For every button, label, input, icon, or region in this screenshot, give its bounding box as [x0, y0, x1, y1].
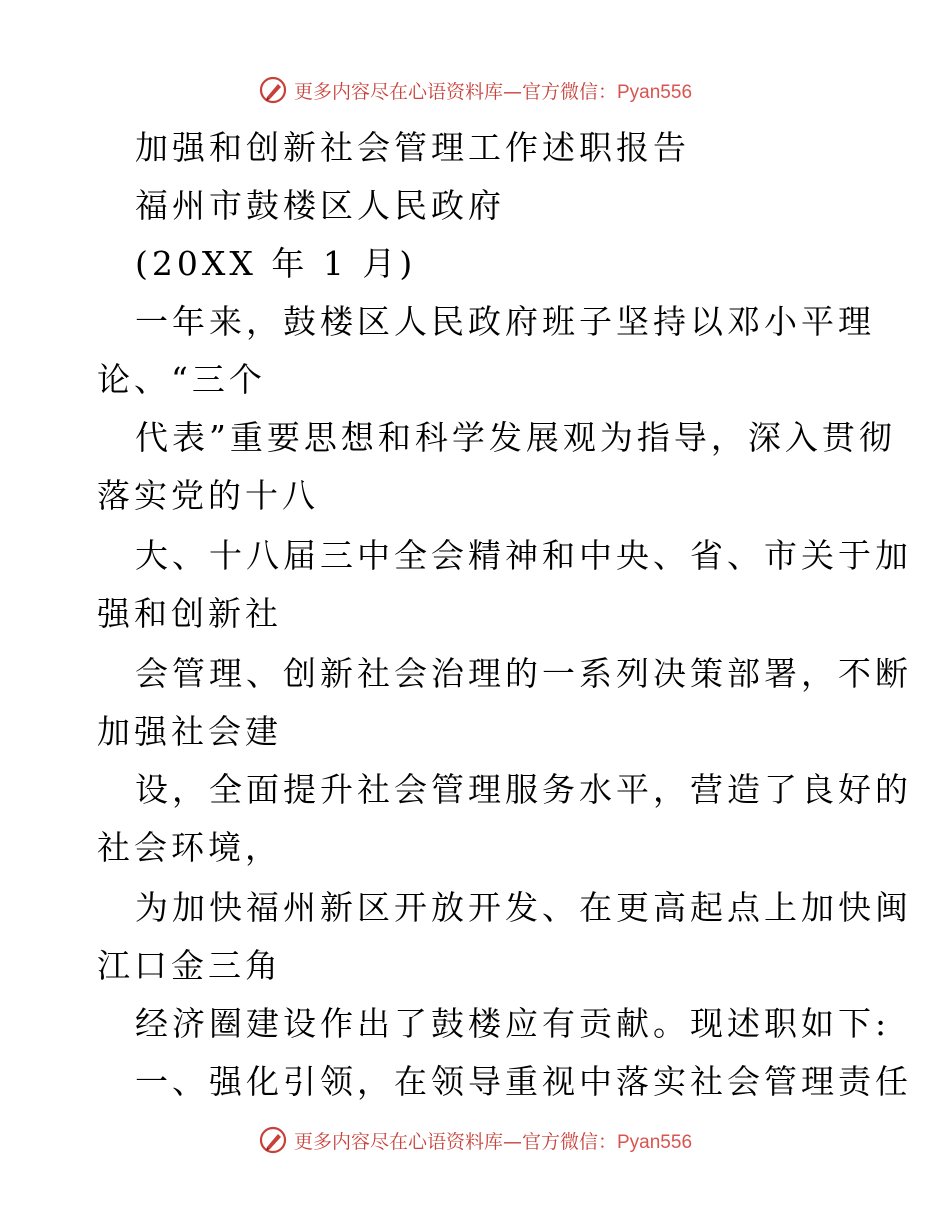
doc-subtitle: 福州市鼓楼区人民政府 — [135, 186, 505, 225]
pen-logo-icon — [258, 75, 288, 105]
body-line: 社会环境， — [97, 828, 282, 867]
watermark-id: Pyan556 — [617, 81, 693, 103]
doc-date: (20XX 年 1 月) — [135, 244, 417, 283]
body-line: 一年来，鼓楼区人民政府班子坚持以邓小平理 — [135, 302, 875, 341]
body-line: 大、十八届三中全会精神和中央、省、市关于加 — [135, 536, 912, 575]
watermark-footer — [0, 1120, 950, 1160]
watermark-dash: — — [502, 80, 522, 103]
section-heading: 一、强化引领，在领导重视中落实社会管理责任 — [135, 1062, 912, 1101]
body-line: 落实党的十八 — [97, 476, 319, 515]
watermark-sub: 官方微信： — [521, 1130, 617, 1153]
watermark-sub: 官方微信： — [521, 80, 617, 103]
body-line: 代表”重要思想和科学发展观为指导，深入贯彻 — [135, 418, 896, 457]
pen-logo-icon — [258, 1125, 288, 1155]
watermark-main: 更多内容尽在心语资料库 — [293, 80, 503, 103]
body-line: 强和创新社 — [97, 594, 282, 633]
body-line: 设，全面提升社会管理服务水平，营造了良好的 — [135, 770, 912, 809]
body-line: 为加快福州新区开放开发、在更高起点上加快闽 — [135, 888, 912, 927]
body-line: 会管理、创新社会治理的一系列决策部署，不断 — [135, 654, 912, 693]
watermark-header — [0, 70, 950, 110]
body-line: 经济圈建设作出了鼓楼应有贡献。现述职如下: — [135, 1004, 891, 1043]
body-line: 加强社会建 — [97, 712, 282, 751]
watermark-dash: — — [502, 1130, 522, 1153]
watermark-text — [294, 1127, 692, 1154]
watermark-text — [294, 77, 692, 104]
doc-title: 加强和创新社会管理工作述职报告 — [135, 128, 690, 167]
body-line: 论、“三个 — [97, 360, 266, 399]
watermark-main: 更多内容尽在心语资料库 — [293, 1130, 503, 1153]
body-line: 江口金三角 — [97, 946, 282, 985]
watermark-id: Pyan556 — [617, 1131, 693, 1153]
